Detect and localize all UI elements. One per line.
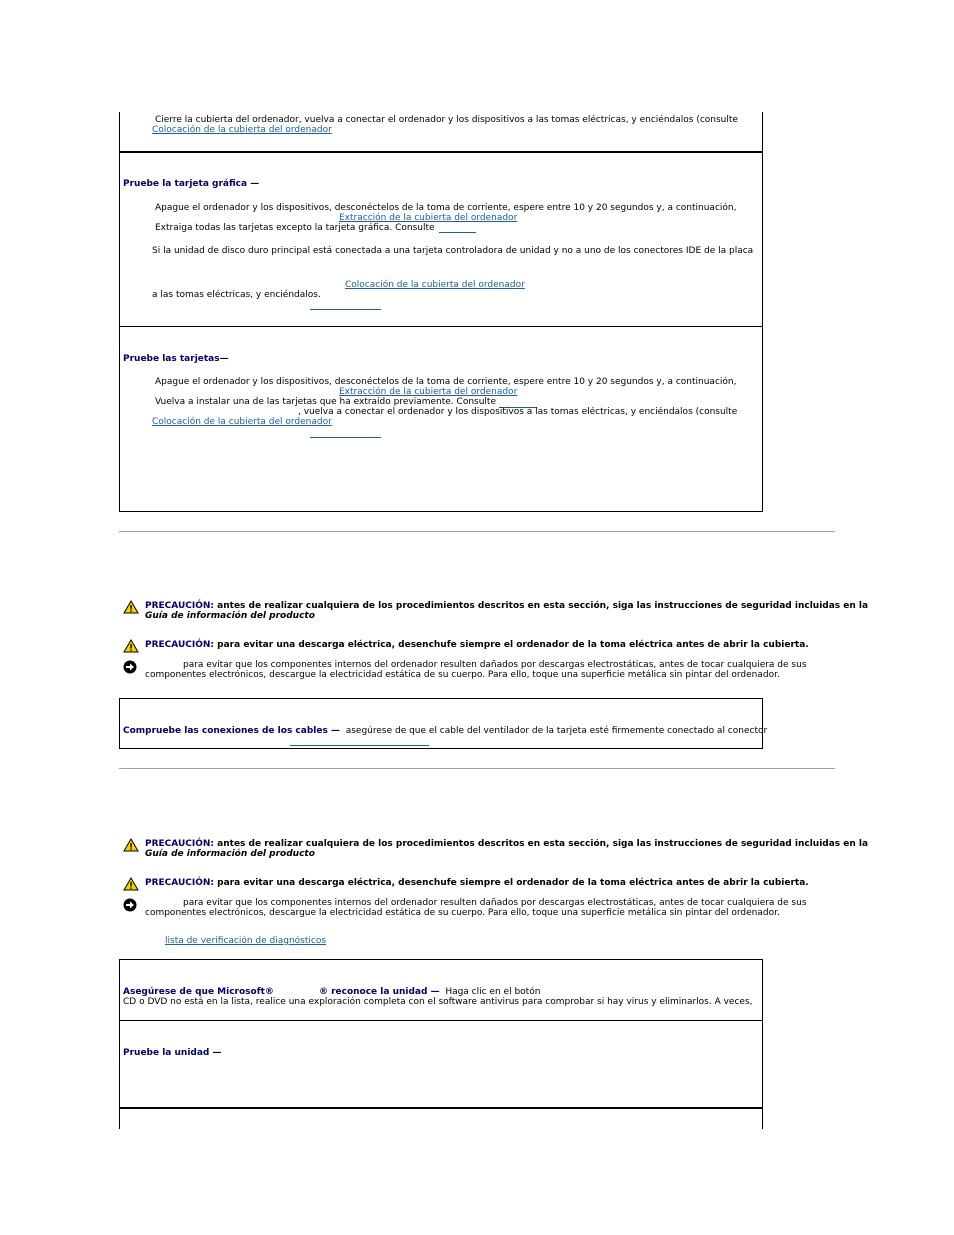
notice-icon bbox=[123, 660, 137, 674]
section-separator bbox=[119, 531, 835, 532]
caution-icon bbox=[123, 600, 139, 614]
product-guide-title: Guía de información del producto bbox=[145, 849, 315, 859]
row-divider bbox=[120, 151, 762, 153]
test-drive-heading: Pruebe la unidad — bbox=[123, 1048, 222, 1058]
notice-text-2: componentes electrónicos, descargue la electricidad estática de su cuerpo. Para ello, toque una superficie metálica sin pintar del ordenador. bbox=[145, 908, 780, 918]
notice-icon bbox=[123, 898, 137, 912]
cables-row bbox=[123, 726, 767, 736]
link-underline[interactable] bbox=[310, 437, 381, 438]
caution-text: PRECAUCIÓN: para evitar una descarga eléctrica, desenchufe siempre el ordenador de la toma eléctrica antes de abrir la cubierta. bbox=[145, 878, 809, 888]
product-guide-title: Guía de información del producto bbox=[145, 611, 315, 621]
graphics-step-4: a las tomas eléctricas, y enciéndalos. bbox=[152, 290, 321, 300]
notice-text-1: para evitar que los componentes internos del ordenador resulten dañados por descargas electrostáticas, antes de tocar cualquiera de sus bbox=[183, 898, 807, 908]
table-troubleshoot-video bbox=[119, 112, 763, 512]
test-cards-heading: Pruebe las tarjetas— bbox=[123, 354, 229, 364]
replace-cover-link[interactable]: Colocación de la cubierta del ordenador bbox=[345, 280, 525, 290]
table-check-cables bbox=[119, 698, 763, 749]
graphics-step-1: Apague el ordenador y los dispositivos, desconéctelos de la toma de corriente, espere entre 10 y 20 segundos y, a continuación, bbox=[155, 203, 737, 213]
link-underline[interactable] bbox=[290, 745, 429, 746]
caution-icon bbox=[123, 838, 139, 852]
caution-text: PRECAUCIÓN: para evitar una descarga eléctrica, desenchufe siempre el ordenador de la toma eléctrica antes de abrir la cubierta. bbox=[145, 640, 809, 650]
replace-cover-link[interactable]: Colocación de la cubierta del ordenador bbox=[152, 417, 332, 427]
close-cover-text: Cierre la cubierta del ordenador, vuelva a conectar el ordenador y los dispositivos a las tomas eléctricas, y enciéndalos (consulte bbox=[155, 115, 738, 125]
diagnostics-checklist-link[interactable]: lista de verificación de diagnósticos bbox=[165, 936, 327, 946]
table-drive-problems bbox=[119, 959, 763, 1129]
remove-cover-link[interactable]: Extracción de la cubierta del ordenador bbox=[339, 213, 518, 223]
ms-recognizes-row bbox=[123, 987, 540, 997]
cards-step-1: Apague el ordenador y los dispositivos, desconéctelos de la toma de corriente, espere entre 10 y 20 segundos y, a continuación, bbox=[155, 377, 737, 387]
check-cables-heading: Compruebe las conexiones de los cables — bbox=[123, 726, 340, 736]
check-cables-text: asegúrese de que el cable del ventilador de la tarjeta esté firmemente conectado al conector bbox=[345, 726, 768, 736]
ms-text-line-2: CD o DVD no está en la lista, realice una exploración completa con el software antivirus para comprobar si hay virus y eliminarlos. A veces, bbox=[123, 997, 753, 1007]
remove-cover-link[interactable]: Extracción de la cubierta del ordenador bbox=[339, 387, 518, 397]
graphics-step-2: Extraiga todas las tarjetas excepto la tarjeta gráfica. Consulte bbox=[155, 223, 435, 233]
section-separator bbox=[119, 768, 835, 769]
row-divider bbox=[120, 326, 762, 327]
link-underline[interactable] bbox=[310, 309, 381, 310]
row-divider bbox=[120, 1107, 762, 1109]
caution-text: PRECAUCIÓN: antes de realizar cualquiera de los procedimientos descritos en esta sección, siga las instrucciones de seguridad incluidas en la bbox=[145, 839, 869, 849]
caution-icon bbox=[123, 639, 139, 653]
test-graphics-heading: Pruebe la tarjeta gráfica — bbox=[123, 179, 260, 189]
ms-heading-part-1: Asegúrese de que Microsoft® bbox=[123, 987, 274, 997]
caution-text: PRECAUCIÓN: antes de realizar cualquiera de los procedimientos descritos en esta sección, siga las instrucciones de seguridad incluidas en la bbox=[145, 601, 869, 611]
ms-text: Haga clic en el botón bbox=[445, 987, 541, 997]
cards-step-2: Vuelva a instalar una de las tarjetas que ha extraído previamente. Consulte bbox=[155, 397, 496, 407]
caution-icon bbox=[123, 877, 139, 891]
notice-text-2: componentes electrónicos, descargue la electricidad estática de su cuerpo. Para ello, toque una superficie metálica sin pintar del ordenador. bbox=[145, 670, 780, 680]
link-underline[interactable] bbox=[439, 232, 476, 233]
graphics-step-3: Si la unidad de disco duro principal está conectada a una tarjeta controladora de unidad y no a uno de los conectores IDE de la placa bbox=[152, 246, 754, 256]
cards-step-3: , vuelva a conectar el ordenador y los dispositivos a las tomas eléctricas, y enciéndalos (consulte bbox=[298, 407, 738, 417]
notice-text-1: para evitar que los componentes internos del ordenador resulten dañados por descargas electrostáticas, antes de tocar cualquiera de sus bbox=[183, 660, 807, 670]
replace-cover-link[interactable]: Colocación de la cubierta del ordenador bbox=[152, 125, 332, 135]
ms-heading-part-2: ® reconoce la unidad — bbox=[318, 987, 440, 997]
row-divider bbox=[120, 1020, 762, 1021]
